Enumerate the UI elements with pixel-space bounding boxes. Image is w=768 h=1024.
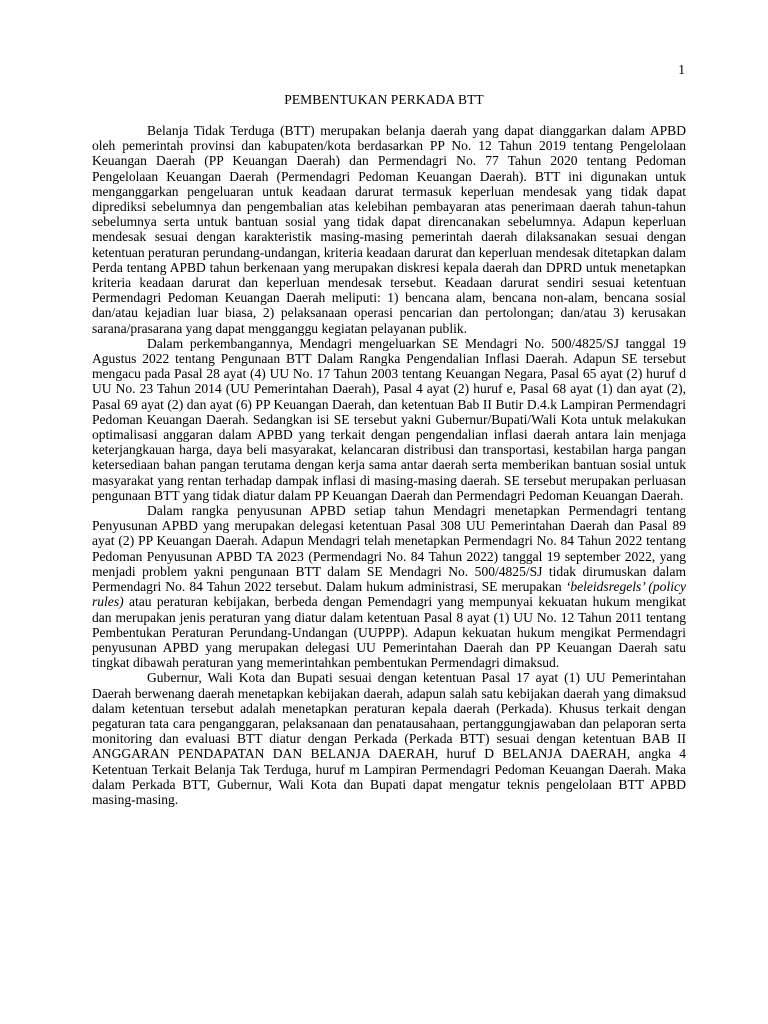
paragraph-3-italic-term: ‘beleidsregels’ (policy rules): [92, 579, 687, 610]
paragraph-2: Dalam perkembangannya, Mendagri mengeluarkan SE Mendagri No. 500/4825/SJ tanggal 19 Agustus 2022 tentang Pengunaan BTT Dalam Rangka Pengendalian Inflasi Daerah. Adapun SE tersebut mengacu pada Pasal 28 ayat (4) UU No. 17 Tahun 2003 tentang Keuangan Negara, Pasal 65 ayat (2) huruf d UU No. 23 Tahun 2014 (UU Pemerintahan Daerah), Pasal 4 ayat (2) huruf e, Pasal 68 ayat (1) dan ayat (2), Pasal 69 ayat (2) dan ayat (6) PP Keuangan Daerah, dan ketentuan Bab II Butir D.4.k Lampiran Permendagri Pedoman Keuangan Daerah. Sedangkan isi SE tersebut yakni Gubernur/Bupati/Wali Kota untuk melakukan optimalisasi anggaran dalam APBD yang terkait dengan pengendalian inflasi daerah antara lain menjaga keterjangkauan harga, daya beli masyarakat, kelancaran distribusi dan transportasi, kestabilan harga pangan ketersediaan bahan pangan terutama dengan kerja sama antar daerah serta memberikan bantuan sosial untuk masyarakat yang rentan terhadap dampak inflasi di masing-masing daerah. SE tersebut merupakan perluasan pengunaan BTT yang tidak diatur dalam PP Keuangan Daerah dan Permendagri Pedoman Keuangan Daerah.: [92, 335, 686, 503]
page-number: 1: [678, 62, 685, 77]
paragraph-1: Belanja Tidak Terduga (BTT) merupakan belanja daerah yang dapat dianggarkan dalam APBD oleh pemerintah provinsi dan kabupaten/kota berdasarkan PP No. 12 Tahun 2019 tentang Pengelolaan Keuangan Daerah (PP Keuangan Daerah) dan Permendagri No. 77 Tahun 2020 tentang Pedoman Pengelolaan Keuangan Daerah (Permendagri Pedoman Keuangan Daerah). BTT ini digunakan untuk menganggarkan pengeluaran untuk keadaan darurat termasuk keperluan mendesak yang tidak dapat diprediksi sebelumnya dan pengembalian atas kelebihan pembayaran atas penerimaan daerah tahun-tahun sebelumnya serta untuk bantuan sosial yang tidak dapat direncanakan sebelumnya. Adapun keperluan mendesak sesuai dengan karakteristik masing-masing pemerintah daerah dilaksanakan sesuai dengan ketentuan peraturan perundang-undangan, kriteria keadaan darurat dan keperluan mendesak ditetapkan dalam Perda tentang APBD tahun berkenaan yang merupakan diskresi kepala daerah dan DPRD untuk menetapkan kriteria keadaan darurat dan keperluan mendesak tersebut. Keadaan darurat sendiri sesuai ketentuan Permendagri Pedoman Keuangan Daerah meliputi: 1) bencana alam, bencana non-alam, bencana sosial dan/atau kejadian luar biasa, 2) pelaksanaan operasi pencarian dan pertolongan; dan/atau 3) kerusakan sarana/prasarana yang dapat mengganggu kegiatan pelayanan publik.: [92, 123, 686, 336]
paragraph-3-text-before: Dalam rangka penyusunan APBD setiap tahun Mendagri menetapkan Permendagri tentang Penyusunan APBD yang merupakan delegasi ketentuan Pasal 308 UU Pemerintahan Daerah dan Pasal 89 ayat (2) PP Keuangan Daerah. Adapun Mendagri telah menetapkan Permendagri No. 84 Tahun 2022 tentang Pedoman Penyusunan APBD TA 2023 (Permendagri No. 84 Tahun 2022) tanggal 19 september 2022, yang menjadi problem yakni pengunaan BTT dalam SE Mendagri No. 500/4825/SJ tidak dirumuskan dalam Permendagri No. 84 Tahun 2022 tersebut. Dalam hukum administrasi, SE merupakan: [92, 503, 686, 595]
document-title: PEMBENTUKAN PERKADA BTT: [284, 92, 484, 107]
document-body: [92, 123, 686, 807]
paragraph-3-text-after: atau peraturan kebijakan, berbeda dengan Pemendagri yang mempunyai kekuatan hukum mengikat dan merupakan jenis peraturan yang diatur dalam ketentuan Pasal 8 ayat (1) UU No. 12 Tahun 2011 tentang Pembentukan Peraturan Perundang-Undangan (UUPPP). Adapun kekuatan hukum mengikat Permendagri penyusunan APBD yang merupakan delegasi UU Pemerintahan Daerah dan PP Keuangan Daerah satu tingkat dibawah peraturan yang memerintahkan pembentukan Permendagri dimaksud.: [92, 594, 686, 671]
paragraph-3: [92, 503, 686, 670]
paragraph-4: Gubernur, Wali Kota dan Bupati sesuai dengan ketentuan Pasal 17 ayat (1) UU Pemerintahan Daerah berwenang daerah menetapkan kebijakan daerah, adapun salah satu kebijakan daerah yang dimaksud dalam ketentuan tersebut adalah menetapkan peraturan kepala daerah (Perkada). Khusus terkait dengan pegaturan tata cara penganggaran, pelaksanaan dan penatausahaan, pertanggungjawaban dan pelaporan serta monitoring dan evaluasi BTT diatur dengan Perkada (Perkada BTT) sesuai dengan ketentuan BAB II ANGGARAN PENDAPATAN DAN BELANJA DAERAH, huruf D BELANJA DAERAH, angka 4 Ketentuan Terkait Belanja Tak Terduga, huruf m Lampiran Permendagri Pedoman Keuangan Daerah. Maka dalam Perkada BTT, Gubernur, Wali Kota dan Bupati dapat mengatur teknis pengelolaan BTT APBD masing-masing.: [92, 670, 686, 807]
